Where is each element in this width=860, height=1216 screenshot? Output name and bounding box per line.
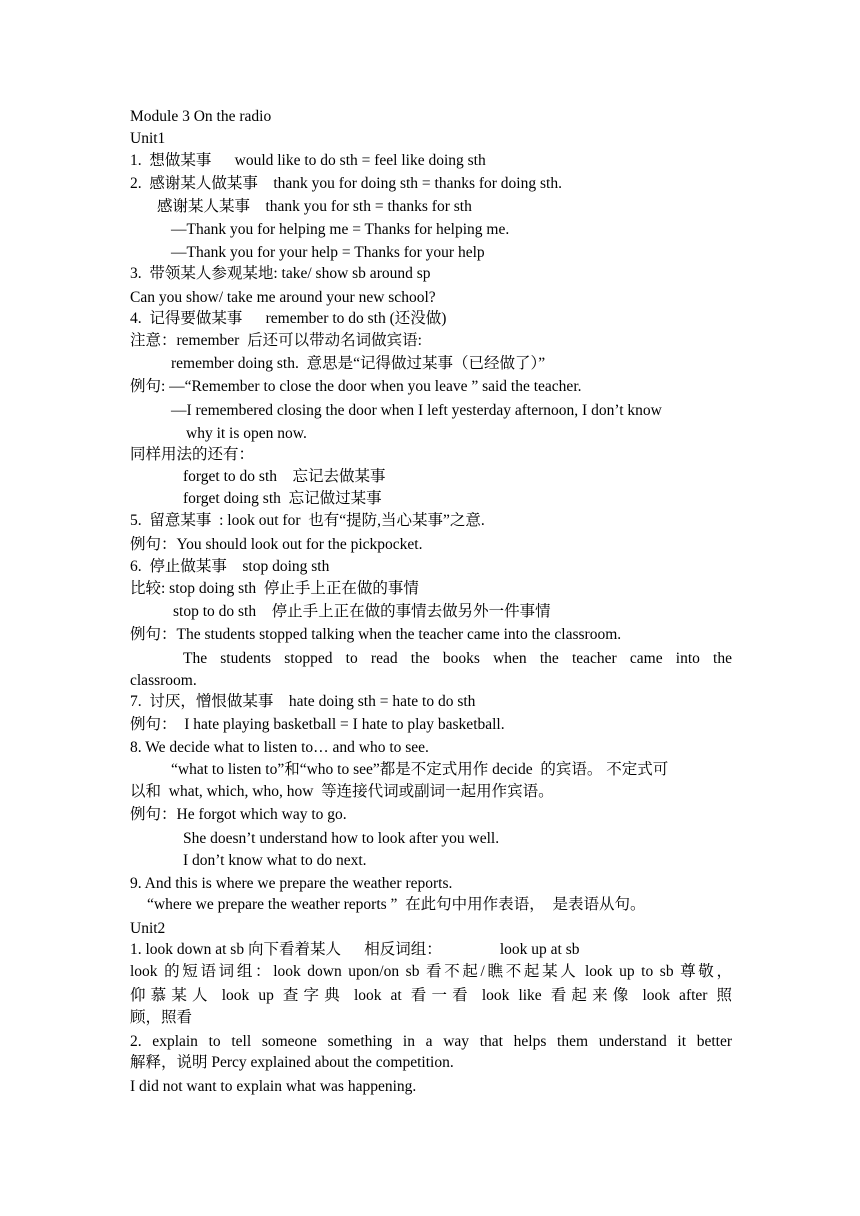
text-line: 例句： I hate playing basketball = I hate to play basketball. [130,716,505,733]
text-line: I don’t know what to do next. [183,852,367,869]
text-line: 仰慕某人 look up 查字典 look at 看一看 look like 看起来像 look after 照 [130,987,732,1004]
text-line: 例句：He forgot which way to go. [130,806,347,823]
text-line: 7. 讨厌，憎恨做某事 hate doing sth = hate to do sth [130,693,476,710]
text-line: 2. explain to tell someone something in a way that helps them understand it better [130,1033,732,1050]
unit2-heading: Unit2 [130,920,166,937]
text-line: 注意：remember 后还可以带动名词做宾语: [130,332,422,349]
text-line: —Thank you for helping me = Thanks for helping me. [171,221,510,238]
unit1-heading: Unit1 [130,130,166,147]
text-line: look 的短语词组：look down upon/on sb 看不起/瞧不起某人 look up to sb 尊敬， [130,963,732,980]
text-line: 1. look down at sb 向下看着某人 相反词组： look up at sb [130,941,580,958]
text-line: 例句: —“Remember to close the door when you leave ” said the teacher. [130,378,582,395]
text-line: classroom. [130,672,197,689]
text-line: 顾，照看 [130,1009,193,1026]
text-line: “where we prepare the weather reports ” 在此句中用作表语， 是表语从句。 [147,896,646,913]
text-line: why it is open now. [186,425,307,442]
text-line: 例句：The students stopped talking when the teacher came into the classroom. [130,626,622,643]
text-line: —I remembered closing the door when I left yesterday afternoon, I don’t know [171,402,662,419]
text-line: 解释，说明 Percy explained about the competition. [130,1054,454,1071]
text-line: 感谢某人某事 thank you for sth = thanks for sth [157,198,472,215]
text-line: —Thank you for your help = Thanks for your help [171,244,485,261]
text-line: stop to do sth 停止手上正在做的事情去做另外一件事情 [173,603,551,620]
text-line: 比较: stop doing sth 停止手上正在做的事情 [130,580,419,597]
text-line: 1. 想做某事 would like to do sth = feel like doing sth [130,152,486,169]
document-title: Module 3 On the radio [130,108,272,125]
text-line: 5. 留意某事 : look out for 也有“提防,当心某事”之意. [130,512,485,529]
text-line: 9. And this is where we prepare the weather reports. [130,875,453,892]
text-line: Can you show/ take me around your new school? [130,289,436,306]
text-line: 例句：You should look out for the pickpocket. [130,536,423,553]
text-line: remember doing sth. 意思是“记得做过某事（已经做了）” [171,355,546,372]
text-line: 6. 停止做某事 stop doing sth [130,558,330,575]
text-line: forget to do sth 忘记去做某事 [183,468,386,485]
text-line: 8. We decide what to listen to… and who to see. [130,739,429,756]
text-line: 3. 带领某人参观某地: take/ show sb around sp [130,265,431,282]
text-line: 以和 what, which, who, how 等连接代词或副词一起用作宾语。 [130,783,554,800]
text-line: She doesn’t understand how to look after you well. [183,830,500,847]
text-line: I did not want to explain what was happening. [130,1078,417,1095]
text-line: 同样用法的还有： [130,446,255,463]
text-line: “what to listen to”和“who to see”都是不定式用作 decide 的宾语。 不定式可 [171,761,669,778]
text-line: 4. 记得要做某事 remember to do sth (还没做) [130,310,447,327]
text-line: The students stopped to read the books when the teacher came into the [183,650,732,667]
text-line: 2. 感谢某人做某事 thank you for doing sth = thanks for doing sth. [130,175,562,192]
text-line: forget doing sth 忘记做过某事 [183,490,382,507]
